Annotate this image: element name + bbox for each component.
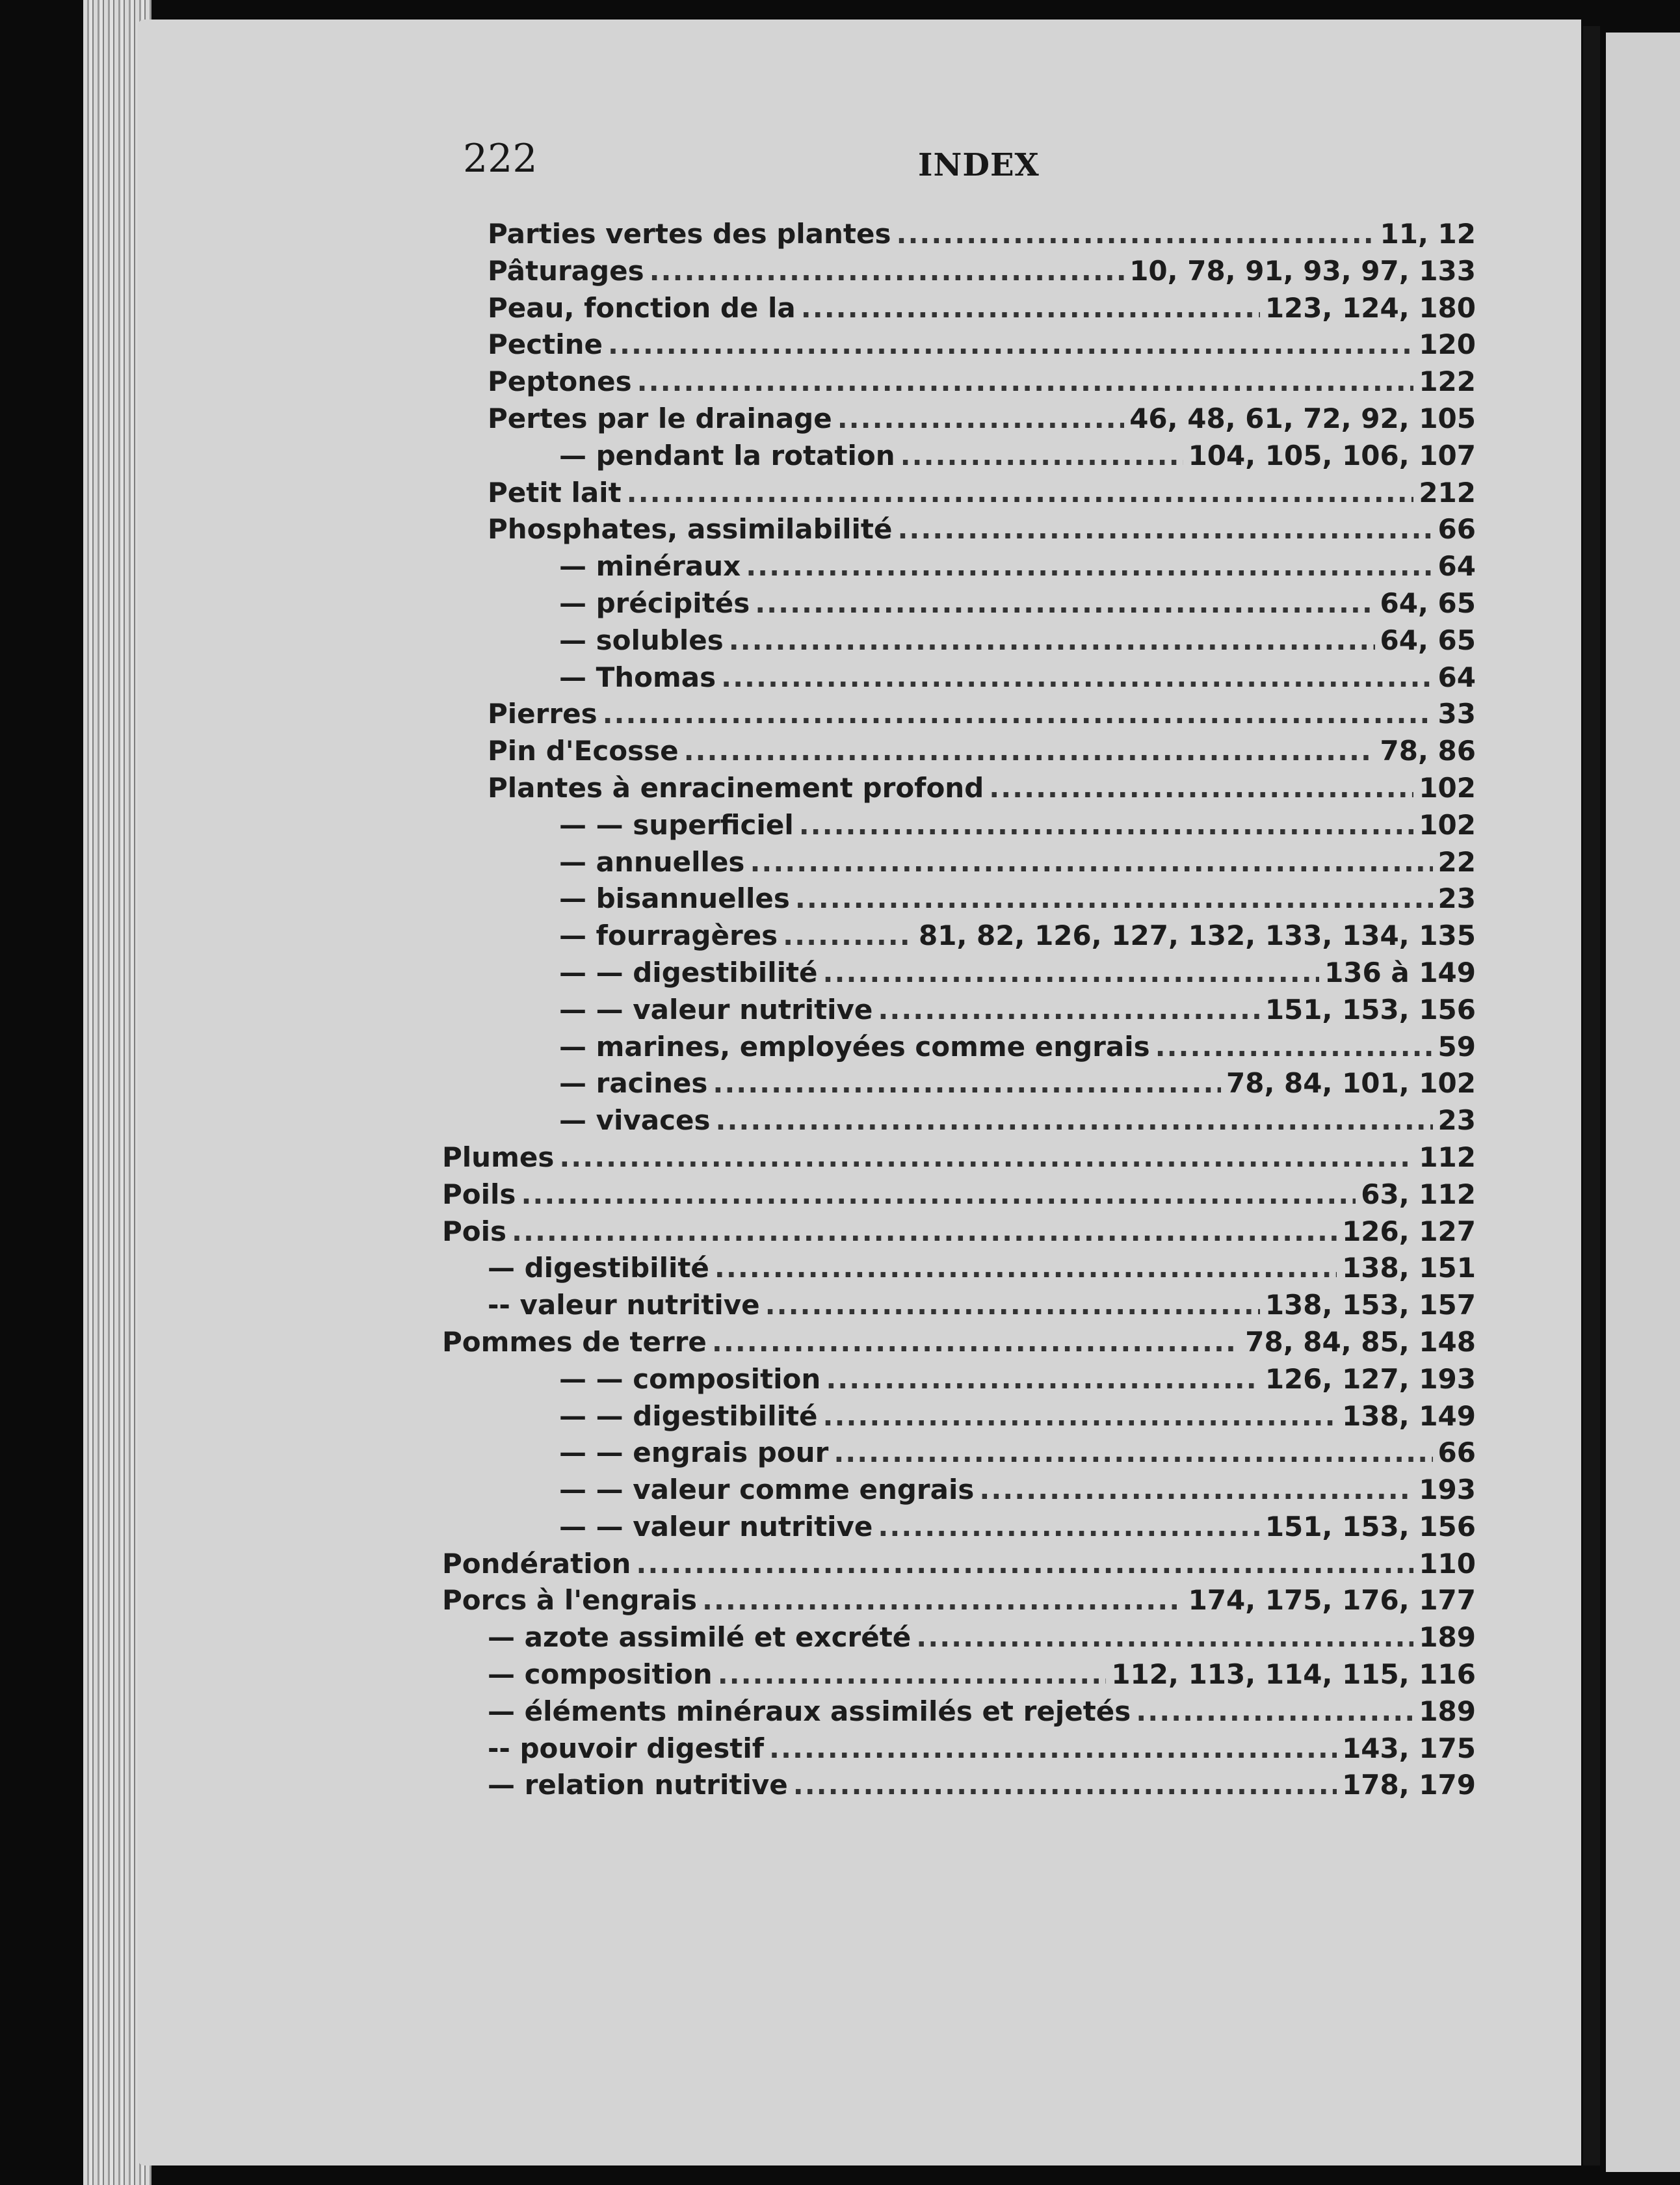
leader-dots <box>627 477 1414 509</box>
entry-pages: 151, 153, 156 <box>1265 1510 1476 1543</box>
entry-pages: 102 <box>1419 808 1476 841</box>
entry-pages: 102 <box>1419 771 1476 804</box>
entry-pages: 120 <box>1419 328 1476 361</box>
leader-dots <box>750 846 1432 878</box>
leader-dots <box>783 920 913 951</box>
entry-term: Peau, fonction de la <box>488 291 796 324</box>
leader-dots <box>603 698 1433 730</box>
index-entry <box>442 920 1476 957</box>
entry-term: — solubles <box>559 624 724 656</box>
leader-dots <box>765 1289 1260 1321</box>
index-entry <box>442 1104 1476 1141</box>
entry-term: — Thomas <box>559 661 716 693</box>
index-entry <box>442 994 1476 1031</box>
entry-term: Plantes à enracinement profond <box>488 771 984 804</box>
entry-term: Peptones <box>488 365 632 398</box>
leader-dots <box>650 255 1125 287</box>
index-entry <box>442 1178 1476 1215</box>
leader-dots <box>823 1400 1337 1432</box>
leader-dots <box>897 513 1432 545</box>
entry-pages: 64 <box>1437 661 1476 693</box>
entry-pages: 33 <box>1437 698 1476 730</box>
leader-dots <box>878 994 1259 1026</box>
entry-pages: 189 <box>1419 1621 1476 1654</box>
entry-term: — pendant la rotation <box>559 439 895 471</box>
entry-term: — éléments minéraux assimilés et rejetés <box>488 1695 1131 1727</box>
entry-term: Petit lait <box>488 476 622 509</box>
entry-term: Plumes <box>442 1141 555 1173</box>
leader-dots <box>684 735 1375 767</box>
leader-dots <box>729 624 1375 656</box>
index-entry <box>442 292 1476 329</box>
entry-pages: 212 <box>1419 476 1476 509</box>
entry-pages: 64, 65 <box>1380 624 1476 656</box>
leader-dots <box>837 403 1124 434</box>
index-entry <box>442 661 1476 698</box>
leader-dots <box>521 1178 1356 1210</box>
entry-pages: 126, 127 <box>1342 1215 1476 1247</box>
index-entry <box>442 1400 1476 1437</box>
entry-pages: 112, 113, 114, 115, 116 <box>1111 1658 1476 1691</box>
entry-term: Pin d'Ecosse <box>488 735 679 767</box>
entry-term: — — valeur nutritive <box>559 1510 873 1543</box>
entry-pages: 104, 105, 106, 107 <box>1188 439 1476 471</box>
leader-dots <box>713 1067 1221 1099</box>
index-entries <box>442 218 1476 1806</box>
index-entry <box>442 440 1476 477</box>
entry-pages: 46, 48, 61, 72, 92, 105 <box>1129 402 1476 434</box>
leader-dots <box>608 328 1413 360</box>
entry-pages: 78, 86 <box>1380 735 1476 767</box>
index-entry <box>442 1511 1476 1548</box>
leader-dots <box>801 292 1260 324</box>
index-entry <box>442 1437 1476 1474</box>
index-entry <box>442 403 1476 440</box>
entry-term: — bisannuelles <box>559 882 790 915</box>
leader-dots <box>1136 1695 1413 1727</box>
entry-pages: 66 <box>1437 1437 1476 1469</box>
index-entry <box>442 1474 1476 1511</box>
index-entry <box>442 1067 1476 1104</box>
book-gutter <box>1583 26 1600 2165</box>
leader-dots <box>896 218 1374 250</box>
entry-term: — précipités <box>559 587 750 619</box>
entry-pages: 138, 149 <box>1342 1399 1476 1432</box>
entry-pages: 23 <box>1437 1104 1476 1137</box>
leader-dots <box>793 1769 1337 1801</box>
entry-pages: 143, 175 <box>1342 1732 1476 1764</box>
entry-term: Poils <box>442 1178 516 1210</box>
index-entry <box>442 957 1476 994</box>
entry-pages: 11, 12 <box>1380 218 1476 250</box>
index-entry <box>442 1289 1476 1326</box>
entry-pages: 174, 175, 176, 177 <box>1188 1584 1476 1617</box>
leader-dots <box>716 1104 1433 1136</box>
leader-dots <box>702 1584 1183 1616</box>
index-entry <box>442 1141 1476 1178</box>
facing-page-edge <box>1606 33 1680 2172</box>
entry-term: -- valeur nutritive <box>488 1289 760 1321</box>
entry-term: — racines <box>559 1067 708 1100</box>
index-entry <box>442 1695 1476 1732</box>
leader-dots <box>718 1658 1107 1690</box>
index-entry <box>442 1621 1476 1658</box>
index-entry <box>442 477 1476 514</box>
entry-pages: 138, 153, 157 <box>1265 1289 1476 1321</box>
index-entry <box>442 735 1476 772</box>
index-entry <box>442 698 1476 735</box>
index-entry <box>442 1031 1476 1068</box>
entry-pages: 138, 151 <box>1342 1252 1476 1284</box>
entry-pages: 178, 179 <box>1342 1769 1476 1801</box>
entry-term: — azote assimilé et excrété <box>488 1621 912 1654</box>
leader-dots <box>721 661 1432 693</box>
entry-term: — — composition <box>559 1362 821 1395</box>
entry-term: Pondération <box>442 1547 631 1580</box>
entry-pages: 10, 78, 91, 93, 97, 133 <box>1129 254 1476 287</box>
entry-pages: 193 <box>1419 1474 1476 1506</box>
entry-term: — — digestibilité <box>559 1399 818 1432</box>
leader-dots <box>755 587 1374 619</box>
entry-term: — minéraux <box>559 550 741 583</box>
entry-pages: 81, 82, 126, 127, 132, 133, 134, 135 <box>919 920 1476 952</box>
entry-pages: 78, 84, 101, 102 <box>1226 1067 1476 1100</box>
entry-term: Pertes par le drainage <box>488 402 832 434</box>
entry-pages: 123, 124, 180 <box>1265 291 1476 324</box>
index-entry <box>442 809 1476 846</box>
entry-term: Pâturages <box>488 254 644 287</box>
entry-term: Porcs à l'engrais <box>442 1584 697 1617</box>
index-entry <box>442 1363 1476 1400</box>
entry-term: — annuelles <box>559 845 745 878</box>
leader-dots <box>979 1474 1413 1505</box>
entry-term: Pectine <box>488 328 603 361</box>
entry-term: — composition <box>488 1658 713 1691</box>
index-entry <box>442 365 1476 403</box>
entry-pages: 63, 112 <box>1361 1178 1476 1210</box>
entry-term: Pommes de terre <box>442 1325 707 1358</box>
leader-dots <box>636 1548 1413 1580</box>
leader-dots <box>559 1141 1413 1173</box>
index-entry <box>442 255 1476 292</box>
leader-dots <box>823 957 1320 988</box>
leader-dots <box>916 1621 1413 1653</box>
index-entry <box>442 1548 1476 1585</box>
leader-dots <box>989 772 1413 804</box>
entry-term: — — superficiel <box>559 808 794 841</box>
entry-pages: 78, 84, 85, 148 <box>1245 1325 1476 1358</box>
index-entry <box>442 1658 1476 1695</box>
page-title: INDEX <box>918 147 1040 183</box>
leader-dots <box>833 1437 1432 1468</box>
leader-dots <box>1155 1031 1433 1063</box>
leader-dots <box>746 550 1432 582</box>
leader-dots <box>712 1326 1240 1358</box>
entry-term: — — valeur comme engrais <box>559 1474 975 1506</box>
entry-term: — — engrais pour <box>559 1437 829 1469</box>
entry-pages: 64, 65 <box>1380 587 1476 619</box>
leader-dots <box>799 809 1414 841</box>
index-entry <box>442 882 1476 920</box>
index-entry <box>442 1326 1476 1363</box>
index-entry <box>442 1732 1476 1769</box>
entry-term: — relation nutritive <box>488 1769 788 1801</box>
index-entry <box>442 846 1476 883</box>
leader-dots <box>900 440 1183 471</box>
leader-dots <box>512 1215 1337 1247</box>
entry-term: Phosphates, assimilabilité <box>488 513 893 546</box>
entry-pages: 66 <box>1437 513 1476 546</box>
index-entry <box>442 772 1476 809</box>
leader-dots <box>826 1363 1260 1395</box>
entry-pages: 151, 153, 156 <box>1265 993 1476 1026</box>
index-entry <box>442 550 1476 587</box>
entry-term: — digestibilité <box>488 1252 709 1284</box>
leader-dots <box>878 1511 1259 1543</box>
entry-term: — — digestibilité <box>559 956 818 988</box>
entry-pages: 136 à 149 <box>1324 956 1476 988</box>
entry-pages: 126, 127, 193 <box>1265 1362 1476 1395</box>
entry-pages: 110 <box>1419 1547 1476 1580</box>
index-entry <box>442 513 1476 550</box>
leader-dots <box>637 365 1414 397</box>
entry-term: Pierres <box>488 698 597 730</box>
index-entry <box>442 328 1476 365</box>
index-entry <box>442 1584 1476 1621</box>
page-number: 222 <box>463 136 538 181</box>
leader-dots <box>795 882 1433 914</box>
index-entry <box>442 218 1476 255</box>
entry-pages: 64 <box>1437 550 1476 583</box>
leader-dots <box>715 1252 1337 1284</box>
index-entry <box>442 624 1476 661</box>
index-entry <box>442 1252 1476 1289</box>
entry-term: Parties vertes des plantes <box>488 218 891 250</box>
entry-term: — fourragères <box>559 920 778 952</box>
index-entry <box>442 1215 1476 1252</box>
entry-term: — marines, employées comme engrais <box>559 1030 1150 1063</box>
entry-pages: 23 <box>1437 882 1476 915</box>
entry-term: — vivaces <box>559 1104 711 1137</box>
index-entry <box>442 1769 1476 1806</box>
entry-term: Pois <box>442 1215 507 1247</box>
entry-pages: 59 <box>1437 1030 1476 1063</box>
entry-pages: 22 <box>1437 845 1476 878</box>
entry-pages: 112 <box>1419 1141 1476 1173</box>
leader-dots <box>769 1732 1337 1764</box>
index-entry <box>442 587 1476 624</box>
page-header <box>0 133 1680 185</box>
entry-pages: 189 <box>1419 1695 1476 1727</box>
entry-pages: 122 <box>1419 365 1476 398</box>
entry-term: — — valeur nutritive <box>559 993 873 1026</box>
entry-term: -- pouvoir digestif <box>488 1732 765 1764</box>
